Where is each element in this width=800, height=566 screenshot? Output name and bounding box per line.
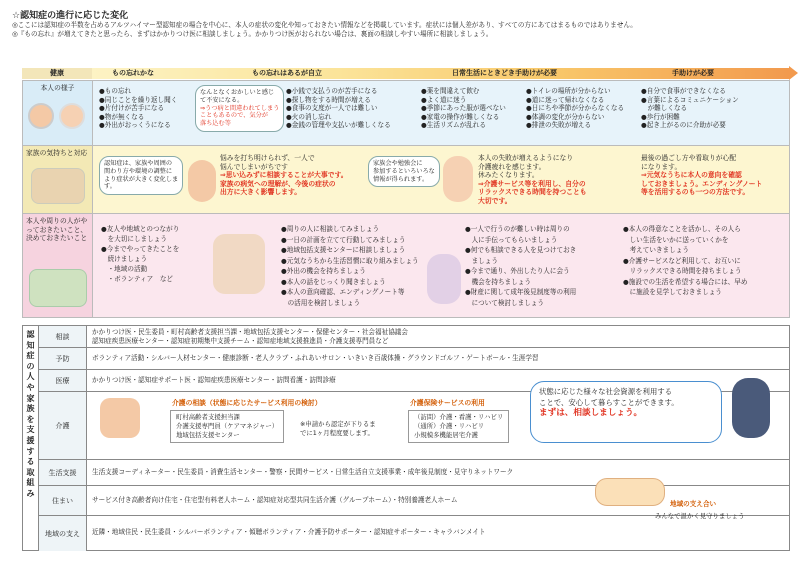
state-col-3: ●薬を間違えて飲む ●よく道に迷う ●季節にあった服が選べない ●家電の操作が難しくなる ●生活リズムが乱れる — [421, 87, 506, 130]
todo-col-4: ●本人の得意なことを活かし、その人ら しい生活をいかに送っていくかを 考えていきましょう ●介護サービスなど利用して、お互いに リラックスできる時間を持ちましょう ●施設での生活を希望する場合には、早め に施設を見学しておきましょう — [623, 225, 748, 296]
care-illustration — [100, 398, 140, 438]
state-speech-bubble: なんとなくおかしいと感じ て不安になる。 ⇒うつ病と間違われてしまう こともあるので、気分が 落ち込む等 — [195, 85, 284, 132]
stage-3: 日常生活にときどき手助けが必要 — [452, 69, 557, 77]
care-service-title: 介護保険サービスの利用 — [410, 399, 485, 407]
tired-carer-illustration — [443, 156, 473, 202]
page-title: ☆認知症の進行に応じた変化 — [12, 11, 129, 21]
todo-col-3: ●一人で行うのが難しい時は周りの 人に手伝ってもらいましょう ●何でも相談できる人を見つけておき ましょう ●今まで通り、外出したり人に会う 機会を持ちましょう ●財産に関して成年後見制度等の利用 について検討しましょう — [465, 225, 577, 307]
stage-healthy: 健康 — [22, 68, 92, 79]
advice-bubble: 状態に応じた様々な社会資源を利用する ことで、安心して暮らすことができます。 まずは、相談しましょう。 — [530, 381, 722, 443]
care-note: ※申請から認定が下りるま でに1ヶ月程度要します。 — [300, 420, 376, 437]
stage-arrow — [789, 66, 798, 80]
header-note-1: ◎ここには認知症の半数を占めるアルツハイマー型認知症の場合を中心に、本人の症状の変化や知っておきたい情報などを掲載しています。症状には個人差があり、すべての方にあてはまるものではありません。 — [12, 21, 637, 29]
family-illustration — [31, 168, 85, 204]
family-text-2: 本人の失敗が増えるようになり 介護疲れを感じます。 休みたくなります。 ⇒介護サービス等を利用し、自分の リラックスできる時間を持つことも 大切です。 — [478, 154, 587, 205]
support-vertical-title: 認 知 症 の 人 や 家 族 を 支 援 す る 取 組 み — [23, 326, 39, 550]
support-row-care: 介護 — [39, 392, 789, 460]
support-row-community: 地域の支え 近隣・地域住民・民生委員・シルバーボランティア・傾聴ボランティア・介護予防サポーター・認知症サポーター・キャラバンメイト — [39, 516, 789, 551]
support-row-housing: 住まい サービス付き高齢者向け住宅・住宅型有料老人ホーム・認知症対応型共同生活介護（グループホーム）・特別養護老人ホーム — [39, 486, 789, 516]
support-row-prevention: 予防 ボランティア活動・シルバー人材センター・健康診断・老人クラブ・ふれあいサロン・いきいき百歳体操・グラウンドゴルフ・ゲートボール・生涯学習 — [39, 348, 789, 370]
care-service-box: （訪問）介護・看護・リハビリ （通所）介護・リハビリ 小規模多機能居宅介護 — [408, 410, 509, 443]
row-family-feelings — [22, 146, 790, 214]
todo-col-1: ●友人や地域とのつながり を大切にしましょう ●今までやってきたことを 続けましょう ・地域の活動 ・ボランティア など — [101, 225, 180, 283]
community-people-illustration — [595, 478, 665, 506]
support-row-consult: 相談 かかりつけ医・民生委員・町村高齢者支援担当課・地域包括支援センター・保健センター・社会福祉協議会 認知症疾患医療センター・認知症初期集中支援チーム・認知症地域支援推進員・介護支援専門員など — [39, 326, 789, 348]
support-row-life: 生活支援 生活支援コーディネーター・民生委員・消費生活センター・警察・民間サービス・日常生活自立支援事業・成年後見制度・見守りネットワーク — [39, 460, 789, 486]
community-message: みんなで温かく見守りましょう — [655, 512, 745, 520]
couple-talking-illustration — [213, 234, 265, 294]
header-note-2: ◎『もの忘れ』が増えてきたと思ったら、まずはかかりつけ医に相談しましょう。かかりつけ医がおられない場合は、裏面の相談しやすい場所に相談しましょう。 — [12, 30, 493, 38]
row-person-state — [22, 80, 790, 146]
state-col-4: ●トイレの場所が分からない ●道に迷って帰れなくなる ●日にちや季節が分からなくなる ●体調の変化が分からない ●排泄の失敗が増える — [526, 87, 625, 130]
state-col-5: ●自分で食事ができなくなる ●言葉によるコミュニケーション が難しくなる ●歩行が困難 ●起き上がるのに介助が必要 — [641, 87, 739, 130]
community-title: 地域の支え合い — [670, 500, 717, 508]
elderly-man-illustration — [28, 103, 54, 129]
row-label: 家族の気持ちと対応 — [23, 146, 93, 213]
stage-2: もの忘れはあるが自立 — [252, 69, 322, 77]
community-illustration — [29, 269, 87, 307]
stage-4: 手助けが必要 — [672, 69, 714, 77]
row-todo — [22, 214, 790, 318]
care-consult-box: 町村高齢者支援担当課 介護支援専門員（ケアマネジャー） 地域包括支援センター — [170, 410, 284, 443]
row-label: 本人の様子 — [23, 81, 93, 145]
stage-bar — [22, 68, 790, 79]
stage-1: もの忘れかな — [112, 69, 154, 77]
row-label: 本人や周りの人がやっておきたいこと、決めておきたいこと — [23, 214, 93, 317]
family-speech-bubble: 認知症は、家族や周囲の 関わり方や環境の調整に より症状が大きく変化しま す。 — [99, 156, 183, 195]
family-text-1: 悩みを打ち明けられず、一人で 悩んでしまいがちです ⇒思い込みずに相談することが大事です。 家族の病気への理解が、今後の症状の 出方に大きく影響します。 — [220, 154, 348, 197]
todo-col-2: ●周りの人に相談してみましょう ●一日の計画を立てて行動してみましょう ●地域包括支援センターに相談しましょう ●元気なうちから生活習慣に取り組みましょう ●外出の機会を持ちましょう ●本人の話をじっくり聞きましょう ●本人の意向確認、エンディングノート等 の活用を検討しましょう — [281, 225, 419, 307]
support-row-medical: 医療 かかりつけ医・認知症サポート医・認知症疾患医療センター・訪問看護・訪問診療 — [39, 370, 789, 392]
state-col-2: ●小銭で支払うのが苦手になる ●探し物をする時間が増える ●食事の支度が一人では難しい ●火の消し忘れ ●金銭の管理や支払いが難しくなる — [286, 87, 391, 130]
header — [12, 8, 788, 39]
family-text-3: 最後の過ごし方や看取りが心配 になります。 ⇒元気なうちに本人の意向を確認 しておきましょう。エンディングノート 等を活用するのも一つの方法です。 — [641, 154, 763, 197]
elderly-woman-illustration — [59, 103, 85, 129]
care-consult-title: 介護の相談（状態に応じたサービス利用の検討） — [172, 399, 322, 407]
family-group-bubble: 家族会や勉強会に 参加するといろいろな 情報が得られます。 — [368, 156, 440, 187]
advisor-illustration — [732, 378, 770, 438]
worried-person-illustration — [188, 160, 216, 202]
state-col-1: ●もの忘れ ●同じことを繰り返し聞く ●片付けが苦手になる ●物が無くなる ●外出がおっくうになる — [99, 87, 178, 130]
elderly-woman-talking-illustration — [427, 254, 461, 304]
